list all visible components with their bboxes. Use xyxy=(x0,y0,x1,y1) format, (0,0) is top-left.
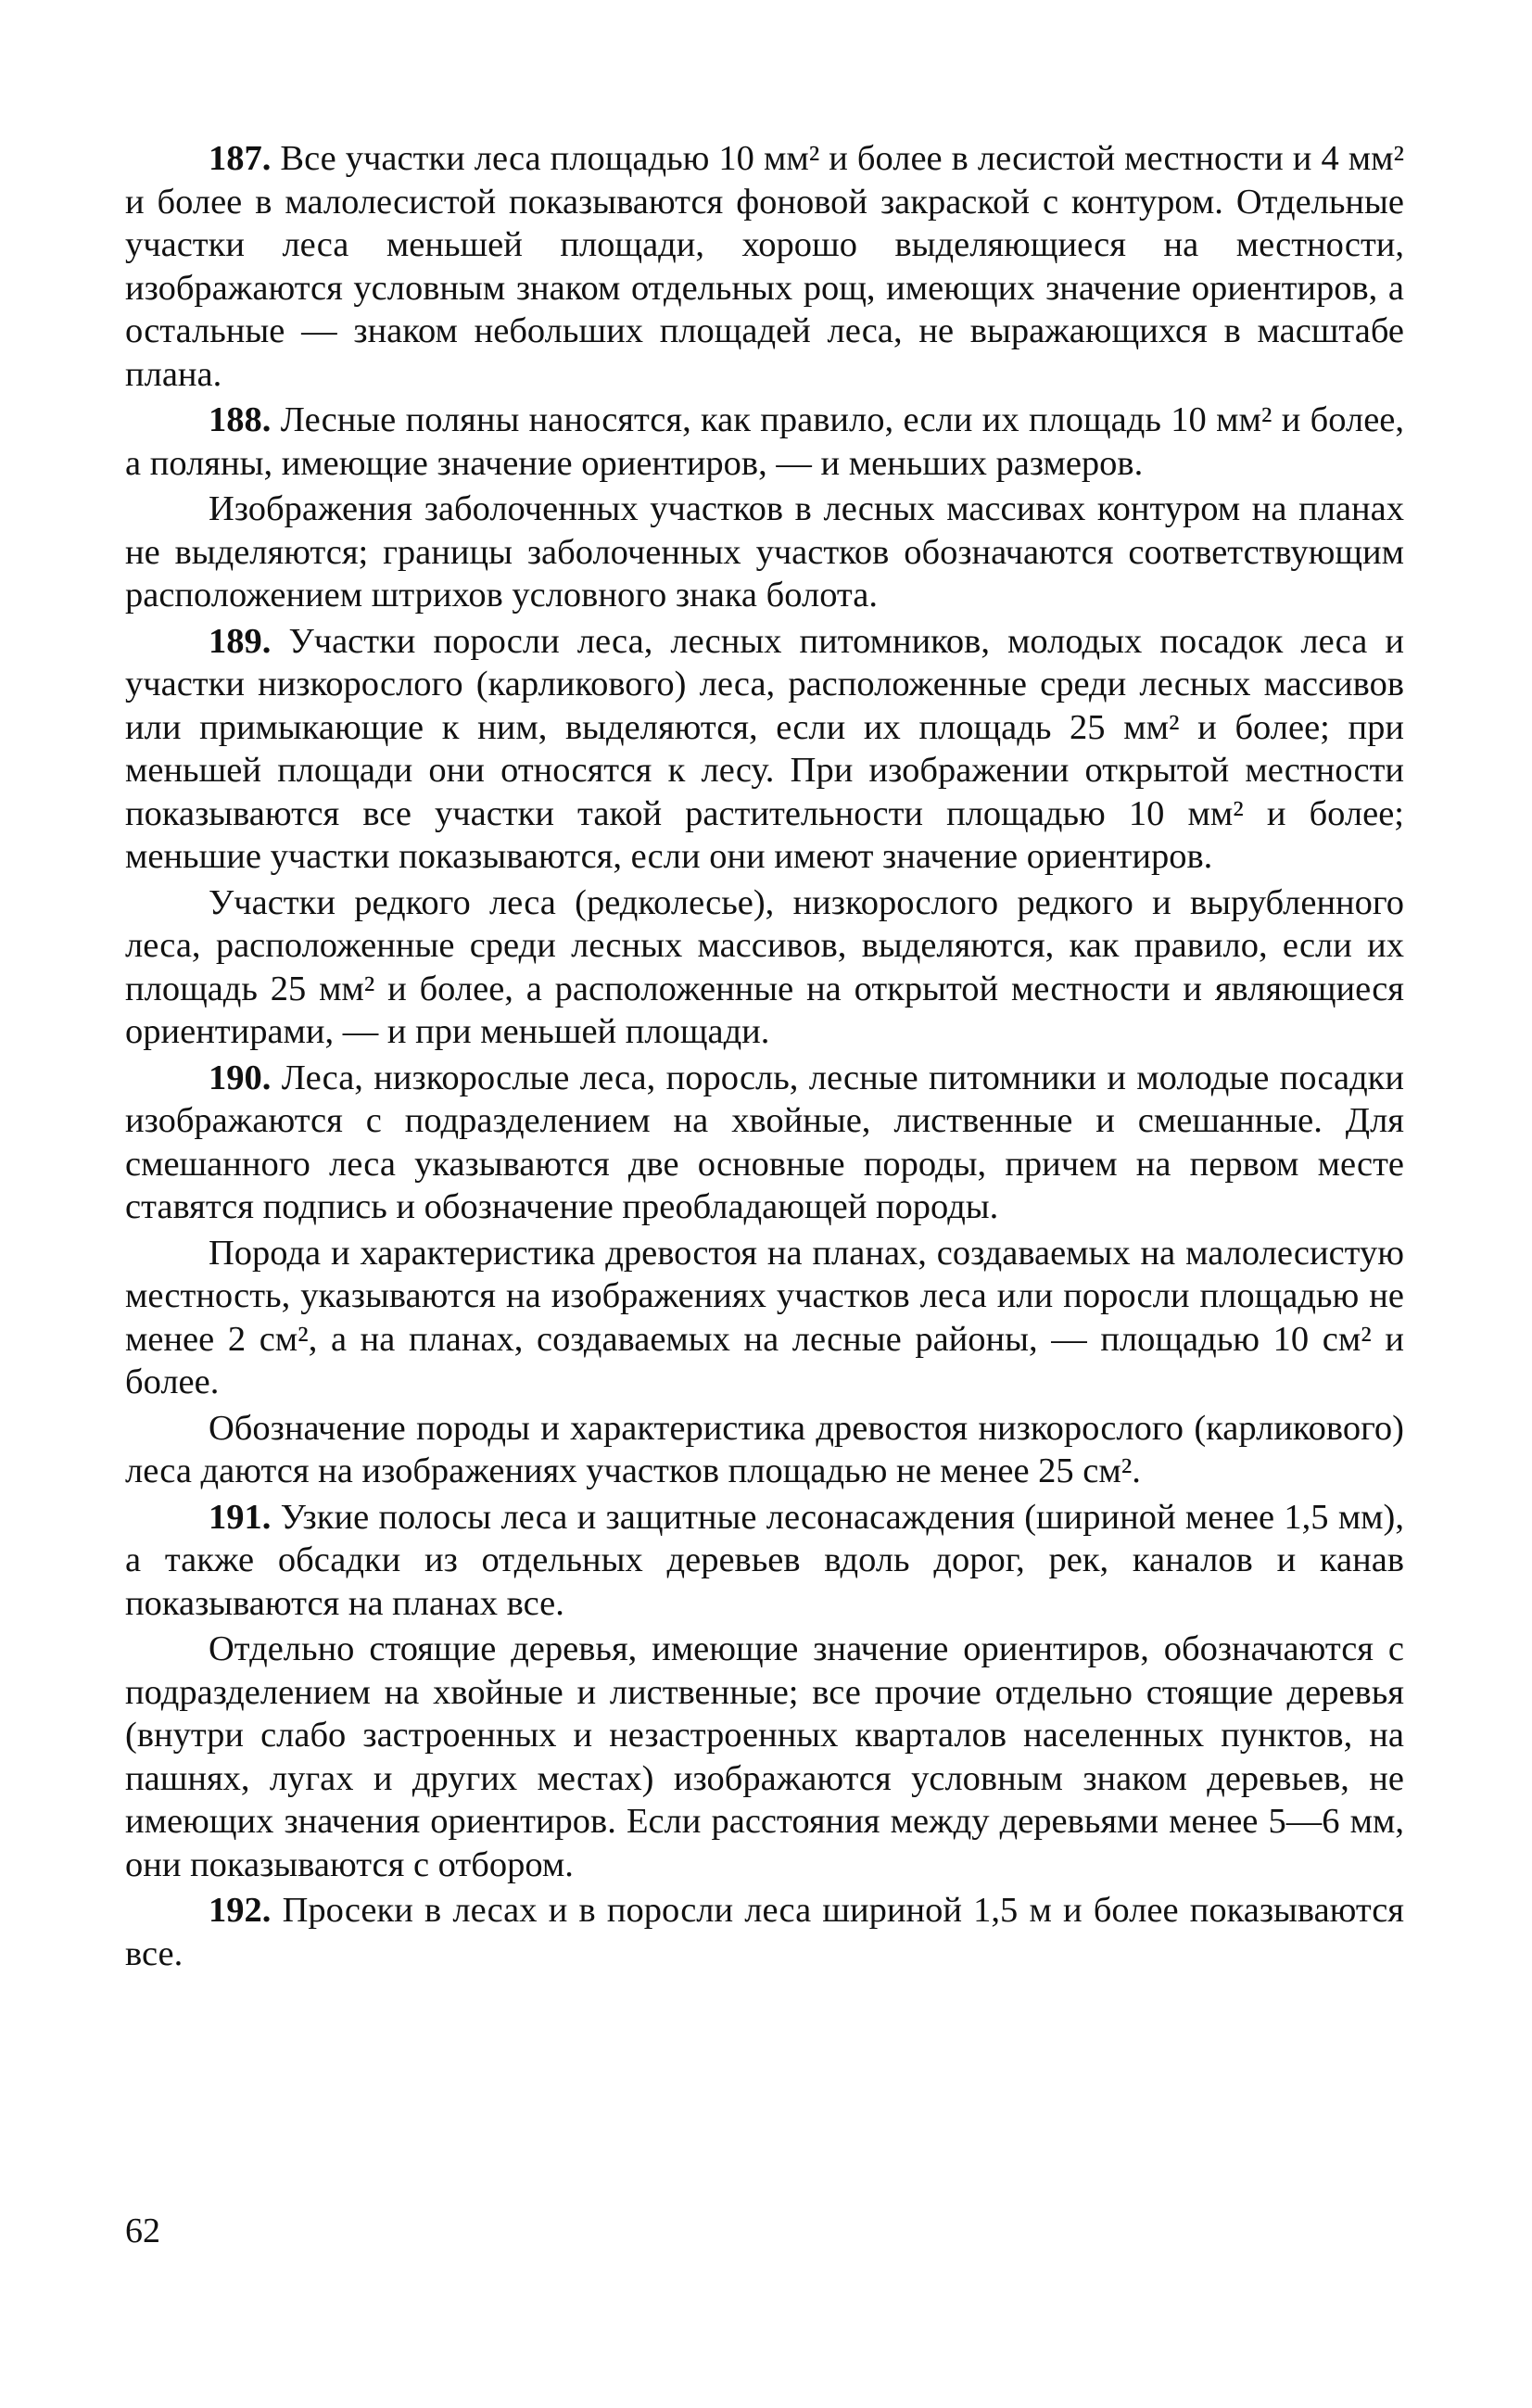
paragraph-190 xyxy=(125,1057,1404,1229)
paragraph-text: Отдельно стоящие деревья, имеющие значение ориентиров, обозначаются с подразделением на хвойные и лиственные; все прочие отдельно стоящие деревья (внутри слабо застроенных и незастроенных кварталов населенных пунктов, на пашнях, лугах и других местах) изображаются условным знаком деревьев, не имеющих значения ориентиров. Если расстояния между деревьями менее 5—6 мм, они показываются с отбором. xyxy=(125,1629,1404,1884)
paragraph-189-sparse-forest xyxy=(125,881,1404,1054)
paragraph-text: Изображения заболоченных участков в лесных массивах контуром на планах не выделяются; границы заболоченных участков обозначаются соответствующим расположением штрихов условного знака болота. xyxy=(125,489,1404,615)
paragraph-text: Просеки в лесах и в поросли леса шириной 1,5 м и более показываются все. xyxy=(125,1891,1404,1973)
paragraph-text: Все участки леса площадью 10 мм² и более в лесистой местности и 4 мм² и более в малолесистой показываются фоновой закраской с контуром. Отдельные участки леса меньшей площади, хорошо выделяющиеся на местности, изображаются условным знаком отдельных рощ, имеющих значение ориентиров, а остальные — знаком небольших площадей лесa, не выражающихся в масштабе плана. xyxy=(125,139,1405,394)
paragraph-190-species xyxy=(125,1232,1404,1404)
paragraph-text: Узкие полосы леса и защитные лесонасаждения (шириной менее 1,5 мм), а также обсадки из отдельных деревьев вдоль дорог, рек, каналов и канав показываются на планах все. xyxy=(125,1497,1404,1623)
paragraph-191 xyxy=(125,1496,1404,1626)
paragraph-text: Участки поросли леса, лесных питомников, молодых посадок леса и участки низкорослого (карликового) леса, расположенные среди лесных массивов или примыкающие к ним, выделяются, если их площадь 25 мм² и более; при меньшей площади они относятся к лесу. При изображении открытой местности показываются все участки такой растительности площадью 10 мм² и более; меньшие участки показываются, если они имеют значение ориентиров. xyxy=(125,621,1404,876)
paragraph-187 xyxy=(125,137,1404,396)
section-number: 190. xyxy=(209,1058,272,1097)
section-number: 189. xyxy=(209,621,272,661)
paragraph-text: Порода и характеристика древостоя на планах, создаваемых на малолесистую местность, указываются на изображениях участков леса или поросли площадью не менее 2 см², а на планах, создаваемых на лесные районы, — площадью 10 см² и более. xyxy=(125,1233,1404,1401)
paragraph-191-trees xyxy=(125,1628,1404,1886)
paragraph-188-swamps xyxy=(125,488,1404,617)
section-number: 191. xyxy=(209,1497,272,1537)
page-number: 62 xyxy=(125,2212,160,2250)
section-number: 192. xyxy=(209,1891,272,1930)
paragraph-text: Обозначение породы и характеристика древостоя низкорослого (карликового) леса даются на изображениях участков площадью не менее 25 см². xyxy=(125,1408,1404,1490)
paragraph-192 xyxy=(125,1889,1404,1975)
paragraph-text: Лесные поляны наносятся, как правило, если их площадь 10 мм² и более, а поляны, имеющие значение ориентиров, — и меньших размеров. xyxy=(125,400,1404,483)
section-number: 187. xyxy=(209,139,272,178)
page-body xyxy=(125,137,1404,1975)
section-number: 188. xyxy=(209,400,272,439)
paragraph-text: Леса, низкорослые леса, поросль, лесные питомники и молодые посадки изображаются с подразделением на хвойные, лиственные и смешанные. Для смешанного леса указываются две основные породы, причем на первом месте ставятся подпись и обозначение преобладающей породы. xyxy=(125,1058,1404,1226)
paragraph-188 xyxy=(125,399,1404,485)
paragraph-189 xyxy=(125,620,1404,879)
paragraph-190-dwarf xyxy=(125,1407,1404,1493)
paragraph-text: Участки редкого леса (редколесье), низкорослого редкого и вырубленного леса, расположенные среди лесных массивов, выделяются, как правило, если их площадь 25 мм² и более, а расположенные на открытой местности и являющиеся ориентирами, — и при меньшей площади. xyxy=(125,882,1404,1051)
